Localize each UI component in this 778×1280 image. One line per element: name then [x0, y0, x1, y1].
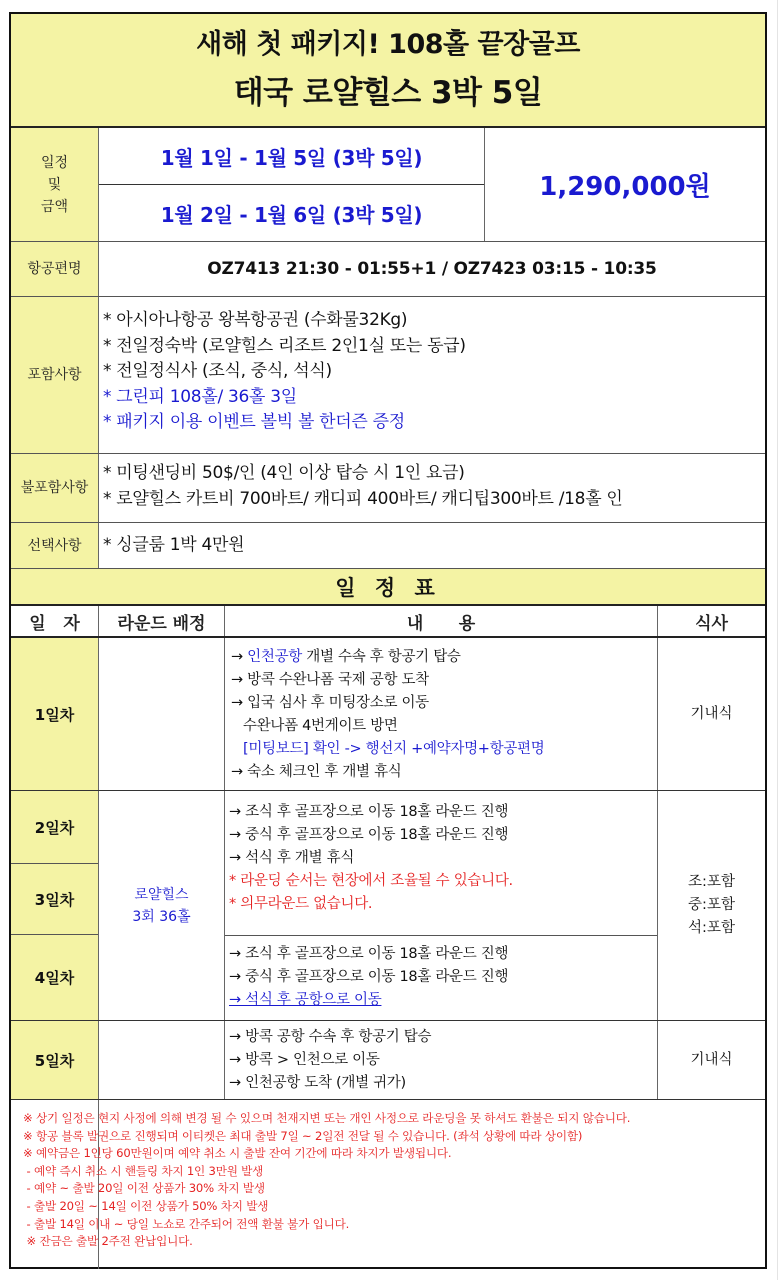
content-line: → 석식 후 개별 휴식	[229, 850, 355, 866]
note-line: ※ 잔금은 출발 2주전 완납입니다.	[23, 1234, 193, 1249]
content-line: → 입국 심사 후 미팅장소로 이동	[231, 695, 429, 711]
divider	[225, 935, 657, 936]
airport-transfer-link[interactable]: → 석식 후 공항으로 이동	[229, 992, 382, 1008]
note-line: ※ 상기 일정은 현지 사정에 의해 변경 될 수 있으며 천재지변 또는 개인 사정으로 라운딩을 못 하셔도 환불은 되지 않습니다.	[23, 1111, 631, 1125]
flight-info: OZ7413 21:30 - 01:55+1 / OZ7423 03:15 - 10:35	[207, 259, 657, 279]
note-line: - 예약 ~ 출발 20일 이전 상품가 30% 차지 발생	[23, 1181, 265, 1196]
included-item: * 전일정식사 (조식, 중식, 석식)	[103, 361, 332, 381]
content-line: → 조식 후 골프장으로 이동 18홀 라운드 진행	[229, 946, 509, 962]
label-line: 금액	[40, 198, 69, 215]
header-round: 라운드 배정	[117, 613, 206, 634]
divider	[11, 296, 765, 297]
day-1-content	[231, 646, 544, 784]
flight-label: 항공편명	[11, 242, 98, 296]
header-day: 일 자	[29, 613, 80, 634]
excluded-item: * 로얄힐스 카트비 700바트/ 캐디피 400바트/ 캐디팁300바트 /18홀 인	[103, 488, 623, 509]
included-list	[103, 308, 466, 436]
day-5-label: 5일차	[11, 1021, 98, 1099]
content-line: → 방콕 > 인천으로 이동	[229, 1052, 380, 1068]
meal-breakfast: 조:포함	[688, 874, 735, 890]
content-line: → 인천공항 개별 수속 후 항공기 탑승	[231, 649, 461, 665]
round-note: * 의무라운드 없습니다.	[229, 896, 373, 912]
day-5-content	[229, 1026, 431, 1095]
day-1-label: 1일차	[11, 638, 98, 790]
divider	[11, 522, 765, 523]
day-4-content	[229, 943, 508, 1012]
divider	[224, 606, 225, 1099]
content-line: → 중식 후 골프장으로 이동 18홀 라운드 진행	[229, 827, 509, 843]
label-line: 및	[47, 176, 62, 193]
content-line: → 숙소 체크인 후 개별 휴식	[231, 764, 402, 780]
meals-day-2-4	[658, 791, 765, 1020]
content-line: → 방콕 공항 수속 후 항공기 탑승	[229, 1029, 432, 1045]
optional-item: * 싱글룸 1박 4만원	[103, 535, 245, 555]
note-line: - 출발 20일 ~ 14일 이전 상품가 50% 차지 발생	[23, 1198, 269, 1213]
date-option-2: 1월 2일 - 1월 6일 (3박 5일)	[160, 202, 423, 227]
excluded-label: 불포함사항	[11, 454, 98, 522]
golf-package-flyer	[9, 12, 767, 1269]
included-label: 포함사항	[11, 297, 98, 453]
content-line: → 방콕 수완나폼 국제 공항 도착	[231, 672, 429, 688]
title-banner	[11, 14, 765, 128]
note-line: ※ 항공 블록 발권으로 진행되며 이티켓은 최대 출발 7일 ~ 2일전 전달 될 수 있습니다. (좌석 상황에 따라 상이함)	[23, 1128, 583, 1143]
content-line: → 중식 후 골프장으로 이동 18홀 라운드 진행	[229, 969, 509, 985]
excluded-list	[103, 461, 623, 512]
divider	[11, 1020, 765, 1021]
date-option-1: 1월 1일 - 1월 5일 (3박 5일)	[160, 145, 423, 170]
day-2-3-content	[229, 801, 513, 916]
round-course: 로얄힐스	[134, 886, 189, 903]
round-count: 3회 36홀	[132, 908, 191, 925]
day-1-meal: 기내식	[690, 705, 733, 722]
divider	[11, 636, 765, 638]
day-4-label: 4일차	[11, 935, 98, 1020]
divider	[11, 1099, 765, 1100]
meal-dinner: 석:포함	[688, 920, 735, 936]
note-line: - 예약 즉시 취소 시 핸들링 차지 1인 3만원 발생	[23, 1163, 264, 1178]
note-line: - 출발 14일 이내 ~ 당일 노쇼로 간주되어 전액 환불 불가 입니다.	[23, 1216, 350, 1231]
schedule-price-label	[11, 128, 98, 241]
meal-lunch: 중:포함	[688, 897, 735, 913]
round-assignment	[99, 791, 224, 1020]
included-item: * 그린피 108홀/ 36홀 3일	[103, 386, 297, 407]
optional-list	[103, 533, 244, 559]
content-line: [미팅보드] 확인 -> 행선지 +예약자명+항공편명	[243, 741, 545, 757]
terms-notes	[23, 1110, 630, 1251]
content-line: 수완나폼 4번게이트 방면	[243, 718, 398, 734]
itinerary-title: 일 정 표	[11, 569, 765, 604]
optional-label: 선택사항	[11, 523, 98, 568]
excluded-item: * 미팅샌딩비 50$/인 (4인 이상 탑승 시 1인 요금)	[103, 463, 465, 483]
header-content: 내 용	[406, 613, 476, 634]
day-5-meal: 기내식	[690, 1051, 733, 1068]
label-line: 일정	[40, 154, 69, 171]
content-line: → 인천공항 도착 (개별 귀가)	[229, 1075, 406, 1091]
included-item: * 아시아나항공 왕복항공권 (수화물32Kg)	[103, 310, 408, 330]
round-note: * 라운딩 순서는 현장에서 조율될 수 있습니다.	[229, 873, 513, 889]
note-line: ※ 예약금은 1인당 60만원이며 예약 취소 시 출발 잔여 기간에 따라 차지가 발생됩니다.	[23, 1146, 452, 1161]
divider	[11, 453, 765, 454]
package-price: 1,290,000원	[539, 172, 711, 202]
header-meal: 식사	[695, 613, 728, 634]
title-line-1: 새해 첫 패키지! 108홀 끝장골프	[196, 29, 580, 60]
included-item: * 패키지 이용 이벤트 볼빅 볼 한더즌 증정	[103, 412, 405, 432]
title-line-2: 태국 로얄힐스 3박 5일	[233, 75, 543, 111]
day-3-label: 3일차	[11, 864, 98, 934]
day-2-label: 2일차	[11, 791, 98, 863]
included-item: * 전일정숙박 (로얄힐스 리조트 2인1실 또는 동급)	[103, 335, 466, 356]
content-line: → 조식 후 골프장으로 이동 18홀 라운드 진행	[229, 804, 509, 820]
